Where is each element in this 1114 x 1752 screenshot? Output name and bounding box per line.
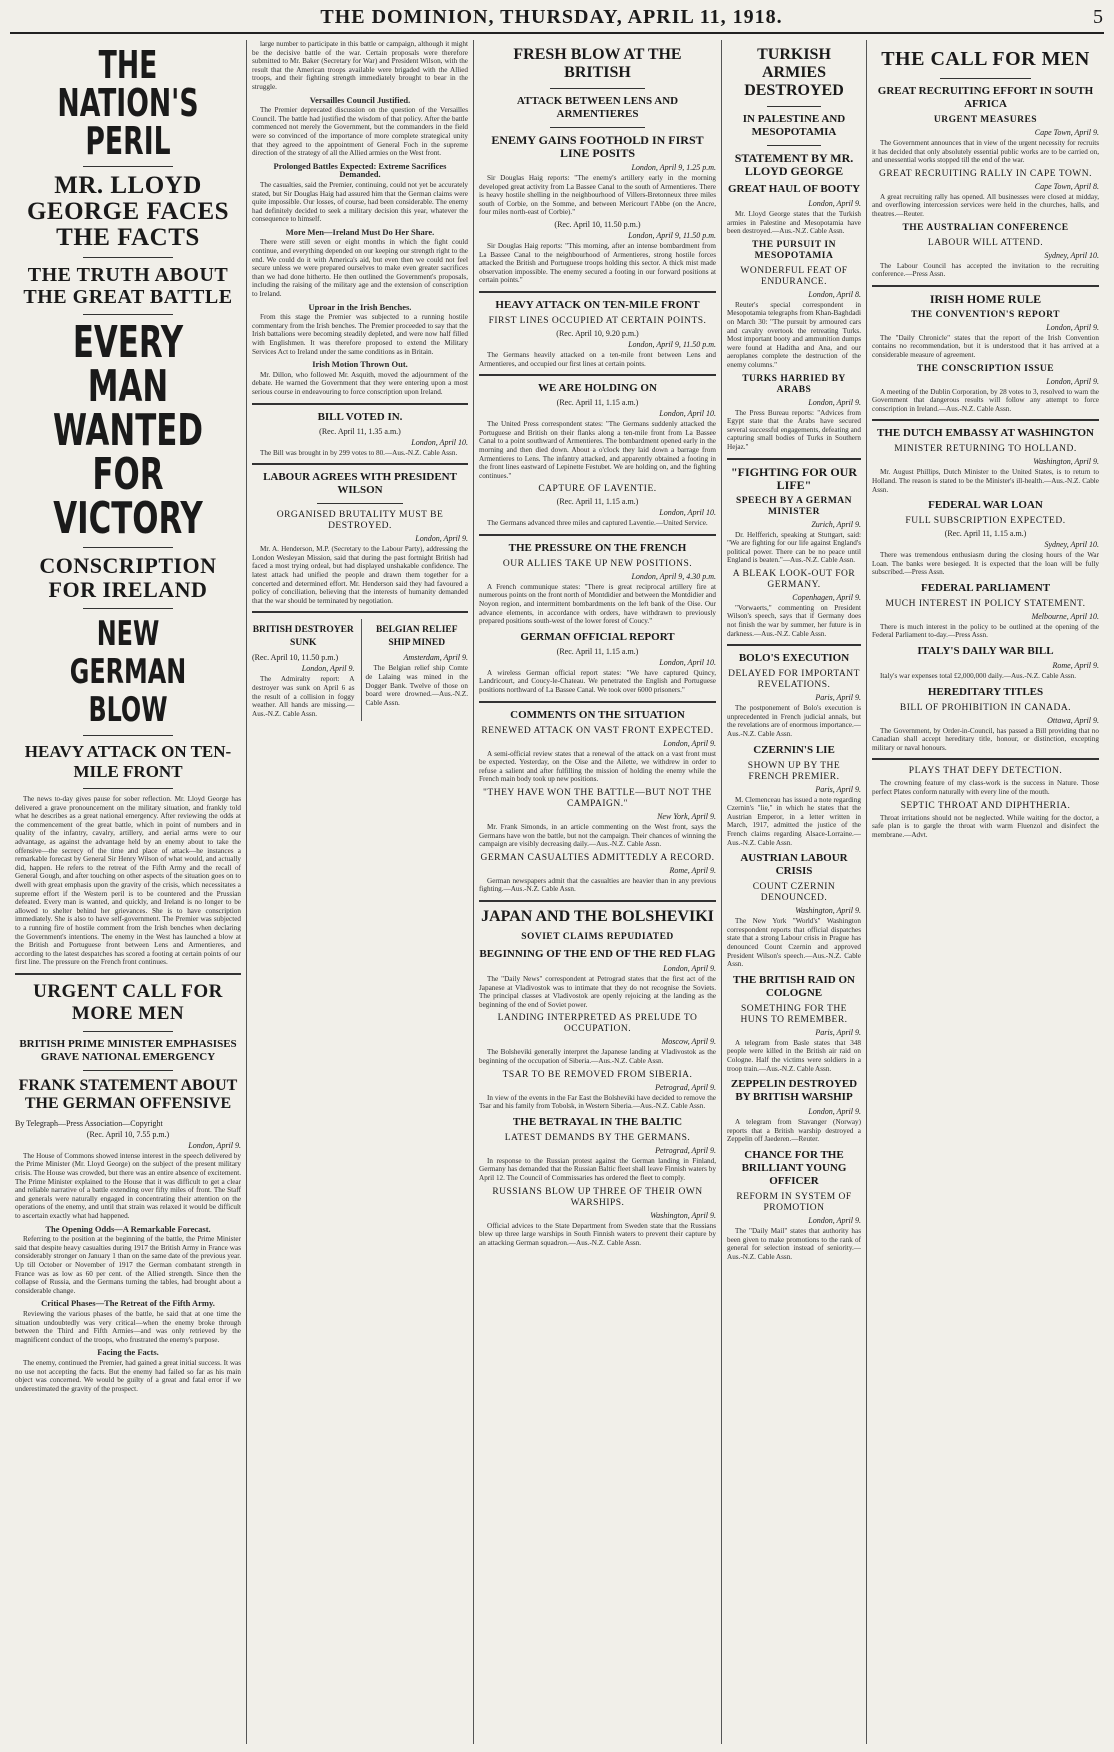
subheading: More Men—Ireland Must Do Her Share.: [285, 226, 435, 237]
article-body: The "Daily Chronicle" states that the report of the Irish Convention contains no recommendation, but it is understood that it has arrived at a considerable measure of agreement.: [872, 333, 1099, 359]
dateline: Ottawa, April 9.: [1047, 715, 1099, 725]
column-4: [721, 40, 866, 1744]
headline-urgent-measures: URGENT MEASURES: [933, 115, 1038, 125]
dateline: London, April 9, 4.30 p.m.: [631, 571, 716, 581]
article-body: Mr. Lloyd George states that the Turkish armies in Palestine and Mesopotamia have been destroyed.—Aus.-N.Z. Cable Assn.: [727, 210, 861, 236]
page-number: 5: [1093, 6, 1104, 28]
article-body: Dr. Helfferich, speaking at Stuttgart, said: "We are fighting for our life against England's political power. There can be no peace until England is beaten."—Aus.-N.Z. Cable Assn.: [727, 530, 861, 565]
dateline: Rome, April 9.: [669, 865, 716, 875]
headline-nations-peril: THE NATION'S PERIL: [57, 43, 199, 163]
headline-heavy-attack: HEAVY ATTACK ON TEN-MILE FRONT: [495, 298, 700, 311]
dateline: London, April 8.: [808, 289, 861, 299]
headline-zeppelin: ZEPPELIN DESTROYED BY BRITISH WARSHIP: [730, 1078, 858, 1104]
column-5: [866, 40, 1104, 1744]
dateline: London, April 9.: [808, 199, 861, 208]
dateline: London, April 9.: [808, 1107, 861, 1117]
dateline: Melbourne, April 10.: [1031, 611, 1099, 621]
headline-conscription-ireland: CONSCRIPTION FOR IRELAND: [39, 553, 217, 602]
dateline: Petrograd, April 9.: [655, 1082, 716, 1092]
headline-minister-returning: MINISTER RETURNING TO HOLLAND.: [894, 444, 1077, 455]
subheading: Versailles Council Justified.: [309, 94, 411, 105]
headline-cologne-raid: THE BRITISH RAID ON COLOGNE: [733, 973, 855, 999]
headline-australian-conference: THE AUSTRALIAN CONFERENCE: [902, 222, 1069, 233]
received-time: (Rec. April 11, 1.15 a.m.): [556, 646, 639, 656]
headline-federal-parliament: FEDERAL PARLIAMENT: [920, 581, 1051, 594]
headline-call-for-men: THE CALL FOR MEN: [881, 48, 1090, 70]
column-2: [246, 40, 473, 1744]
headline-pursuit: THE PURSUIT IN MESOPOTAMIA: [752, 239, 836, 261]
headline-septic-throat: SEPTIC THROAT AND DIPHTHERIA.: [900, 800, 1071, 811]
headline-hereditary-titles: HEREDITARY TITLES: [927, 685, 1044, 698]
received-time: (Rec. April 11, 1.15 a.m.): [556, 398, 639, 408]
headline-remember: SOMETHING FOR THE HUNS TO REMEMBER.: [740, 1003, 848, 1025]
dateline: Paris, April 9.: [815, 784, 861, 794]
headline-german-casualties: GERMAN CASUALTIES ADMITTEDLY A RECORD.: [480, 852, 715, 863]
article-body: Reuter's special correspondent in Mesopotamia telegraphs from Khan-Baghdadi on March 30: "The pursuit by armoured cars and cavalry overtook the retreating Turks. Most important booty and ammunition dumps were found at Haditha and Ana, and our aeroplanes complete the destruction of the enemy columns.": [727, 300, 861, 369]
headline-arabs: TURKS HARRIED BY ARABS: [742, 373, 846, 395]
masthead: [10, 6, 1104, 34]
article-body: A wireless German official report states: "We have captured Quincy, Landricourt, and Coucy-le-Chateau. We penetrated the English and Portuguese positions northward of La Bassee Canal. We took over 6000 prisoners.": [479, 668, 716, 695]
headline-truth-battle: THE TRUTH ABOUT THE GREAT BATTLE: [23, 264, 233, 308]
dateline: Cape Town, April 8.: [1034, 181, 1099, 191]
received-time: (Rec. April 10, 9.20 p.m.): [556, 328, 639, 338]
article-body: Mr. Frank Simonds, in an article commenting on the West front, says the Germans have won the battle, but not the campaign. Their chances of winning the campaign are visibly decreasing daily.—Aus.-N.Z. Cable Assn.: [479, 823, 716, 849]
article-body: A great recruiting rally has opened. All businesses were closed at midday, and overflowing intercession services were held in the churches, halls, and theatres.—Reuter.: [872, 192, 1099, 218]
advertisement: The crowning feature of my class-work is the success in Nature. Those perfect Plates conform naturally with every line of the mouth.: [872, 779, 1099, 797]
headline-frank-statement: FRANK STATEMENT ABOUT THE GERMAN OFFENSIVE: [18, 1076, 238, 1112]
intro-article: The news to-day gives pause for sober reflection. Mr. Lloyd George has delivered a grave pronouncement on the military situation, and frankly told what he describes as a great national emergency. After reviewing the odds at the commencement of the great battle, which in point of numbers and in quality of the infantry, cavalry, artillery, and aerial arms were to our advantage, as against the advantage held by an enemy about to take the offensive—the secrecy of the time and place of attack—he instances a remarkable forecast by General Sir Henry Wilson of what would, and actually did, happen. He refers to the retreat of the Fifth Army and the recall of General Gough, and after touching on other aspects of the situation goes on to dwell with great emphasis upon the gravity of the crisis, which necessitates a supreme effort if the Western peril is to be countered and the Prussian defeated. Every man is wanted, and quickly, and Ireland is no longer to be allowed to shelter behind her grievances. She is to have conscription immediately. She is also to have self-government. The Premier was subjected to a running fire of hostile comment from the Irish benches when declaring the Government's intentions. The enemy in the West has launched a blow at the British and Portuguese front between Lens and Armentieres, and according to the latest despatches has scored a footing at certain points of our first line. The pressure on the French front continues.: [15, 795, 241, 967]
article-body: A telegram from Stavanger (Norway) reports that a British warship destroyed a Zeppelin off Jaederen.—Reuter.: [727, 1118, 861, 1144]
headline-baltic-betrayal: THE BETRAYAL IN THE BALTIC: [512, 1115, 683, 1128]
headline-holding-on: WE ARE HOLDING ON: [538, 382, 657, 395]
article-body: The Germans heavily attacked on a ten-mile front between Lens and Armentieres, and occupied our first lines at certain points.: [479, 350, 716, 368]
headline-statement: STATEMENT BY MR. LLOYD GEORGE: [734, 151, 854, 178]
dateline: Rome, April 9.: [1052, 661, 1099, 671]
headline-policy-statement: MUCH INTEREST IN POLICY STATEMENT.: [885, 598, 1086, 609]
article-body: The United Press correspondent states: "The Germans suddenly attacked the Portuguese and British on their flanks along a ten-mile front from La Bassee Canal to a point southward of Armentieres. The bombardment opened early in the morning and then died down. About a o'clock they laid down a barrage from Armentieres to Lens. The infantry attacked, and apparently obtained a footing in the front lines eastward of Lepinette Festubet. We are holding on, and the fighting continues.": [479, 420, 716, 480]
headline-bleak-lookout: A BLEAK LOOK-OUT FOR GERMANY.: [732, 568, 856, 590]
headline-convention-report: THE CONVENTION'S REPORT: [911, 309, 1060, 320]
dateline: London, April 10.: [659, 409, 716, 419]
article-body: A French communique states: "There is great reciprocal artillery fire at numerous points on the front north of Montdidier and between the Montdidier and Noyon region, and intermittent bombardments on the left bank of the Oise. Our advance elements, in accordance with orders, have withdrawn to previously prepared positions south-west of the lower forest of Coucy.": [479, 582, 716, 626]
headline-russian-warships: RUSSIANS BLOW UP THREE OF THEIR OWN WARSHIPS.: [492, 1186, 703, 1208]
dateline: London, April 9, 11.50 p.m.: [628, 230, 716, 240]
article-body: There is much interest in the policy to be outlined at the opening of the Federal Parliament to-day.—Press Assn.: [872, 622, 1099, 640]
article-body: M. Clemenceau has issued a note regarding Czernin's "lie," in which he states that the Austrian Emperor, in a letter written in March, 1917, admitted the justice of the French claims regarding Alsace-Lorraine.—Aus.-N.Z. Cable Assn.: [727, 795, 861, 847]
dateline: London, April 10.: [659, 508, 716, 518]
article-body: The Bill was brought in by 299 votes to 80.—Aus.-N.Z. Cable Assn.: [260, 448, 458, 457]
dateline: London, April 9.: [663, 738, 716, 748]
dateline: Sydney, April 10.: [1044, 540, 1099, 550]
headline-renewed-attack: RENEWED ATTACK ON VAST FRONT EXPECTED.: [481, 725, 714, 736]
headline-labour-attend: LABOUR WILL ATTEND.: [927, 237, 1044, 248]
article-body: In view of the events in the Far East the Bolsheviki have decided to remove the Tsar and his family from Tobolsk, in Western Siberia.—Aus.-N.Z. Cable Assn.: [479, 1093, 716, 1111]
article-continued: large number to participate in this battle or campaign, although it might be the decisive battle of the war. Certain proposals were therefore submitted to Mr. Baker (Secretary for War) and President Wilson, with the result that the American troops available were brigaded with the Allied troops, and their fighting strength immediately brought to bear in the struggle. Versailles Council Justified. The Premier deprecated discussion on the question of the Versailles Council. The battle had justified the wisdom of that policy. After the battle commenced not merely the Government, but the commanders in the field were so convinced of the importance of more complete strategical unity that they agreed to the appointment of General Foch in the supreme direction of the strategy of all the Allied armies on the West front. Prolonged Battles Expected: Extreme Sacrifices Demanded. The casualties, said the Premier, continuing, could not yet be accurately stated, but Sir Douglas Haig had assured him that the German claims were quite impossible. Our losses, of course, had been considerable. The enemy had definitely decided to seek a military decision this year, whatever the consequence to himself. More Men—Ireland Must Do Her Share. There were still seven or eight months in which the fight could continue, and everything depended on our keeping our strength right to the end. We could do it with America's aid, but even then we could not feel secure unless we were prepared ourselves to make even greater sacrifices than we had done hitherto. He then outlined the Government's proposals, including the raising of the military age and the extension of conscription to Ireland. Uproar in the Irish Benches. From this stage the Premier was subjected to a running hostile commentary from the Irish benches. The Premier proceeded to say that the Irish battalions were becoming steadily depleted, and were now half filled with Englishmen. It was therefore proposed to extend the Military Services Act to Ireland under the same conditions as in Britain. Irish Motion Thrown Out. Mr. Dillon, who followed Mr. Asquith, moved the adjournment of the debate. He warned the Government that they were entering upon a most serious course in endeavouring to force conscription upon Ireland.: [252, 40, 468, 396]
subheading: Irish Motion Thrown Out.: [312, 359, 408, 370]
article-body: Mr. A. Henderson, M.P. (Secretary to the Labour Party), addressing the London Wesleyan Mission, said that during the past fortnight British had faced a most trying ordeal, but had displayed unshakable confidence. The latest attack had unified the people and drawn them together for a concerted and determined effort. Mr. Henderson said they had favoured a policy of conciliation, believing that the interests of humanity demanded that the war should be terminated by negotiation.: [252, 545, 468, 605]
received-time: (Rec. April 10, 11.50 p.m.): [554, 219, 641, 229]
headline-new-german-blow: NEW GERMAN BLOW: [69, 614, 187, 730]
headline-czernin: CZERNIN'S LIE: [753, 743, 835, 756]
article-body: The Government, by Order-in-Council, has passed a Bill providing that no Canadian shall accept hereditary title, honour, or distinction, excepting military or naval honours.: [872, 726, 1099, 752]
article-body: Sir Douglas Haig reports: "This morning, after an intense bombardment from La Bassee Canal to the neighbourhood of Armentieres, strong hostile forces attacked the British and Portuguese troops holding this sector. A thick mist made observation impossible. The enemy secured a footing in our forward positions at certain points.": [479, 241, 716, 285]
article-body: A semi-official review states that a renewal of the attack on a vast front must be expected. Yesterday, on the Oise and the Ailette, we withdrew in order to refuse a salient and after fulfilling the mission of holding the enemy while the French main body took up new positions.: [479, 749, 716, 784]
dateline: London, April 9.: [1046, 376, 1099, 386]
headline-landing-prelude: LANDING INTERPRETED AS PRELUDE TO OCCUPATION.: [497, 1013, 698, 1035]
dateline: London, April 9.: [808, 1215, 861, 1225]
received-time: (Rec. April 10, 7.55 p.m.): [86, 1129, 170, 1139]
headline-comments: COMMENTS ON THE SITUATION: [510, 708, 685, 721]
article-body: Mr. August Phillips, Dutch Minister to the United States, is to return to Holland. The reason is stated to be the Minister's ill-health.—Aus.-N.Z. Cable Assn.: [872, 468, 1099, 494]
headline-full-subscription: FULL SUBSCRIPTION EXPECTED.: [905, 516, 1066, 527]
article-body: The Press Bureau reports: "Advices from Egypt state that the Arabs have secured several successful engagements, defeating and capturing small bodies of Turks in Southern Hejaz.": [727, 408, 861, 451]
headline-japan-bolsheviki: JAPAN AND THE BOLSHEVIKI: [481, 907, 714, 925]
dateline: London, April 9.: [301, 664, 355, 674]
headline-labour-wilson: LABOUR AGREES WITH PRESIDENT WILSON: [263, 471, 457, 497]
headline-bolo: BOLO'S EXECUTION: [738, 652, 850, 665]
article-body: The Germans advanced three miles and captured Laventie.—United Service.: [487, 519, 708, 528]
dateline: Zurich, April 9.: [811, 519, 861, 529]
headline-palestine: IN PALESTINE AND MESOPOTAMIA: [742, 113, 846, 138]
headline-south-africa: GREAT RECRUITING EFFORT IN SOUTH AFRICA: [877, 85, 1094, 110]
subheading: Facing the Facts.: [97, 1347, 159, 1358]
article-body: The postponement of Bolo's execution is unprecedented in French judicial annals, but the revelations are of enormous importance.—Aus.-N.Z. Cable Assn.: [727, 704, 861, 739]
headline-pressure-french: THE PRESSURE ON THE FRENCH: [508, 541, 687, 554]
article-body: The "Daily Mail" states that authority has been given to make promotions to the rank of general for selection instead of seniority.—Aus.-N.Z. Cable Assn.: [727, 1226, 861, 1261]
article-body: "Vorwaerts," commenting on President Wilson's speech, says that if Germany does not finish the war by summer, her future is in darkness.—Aus.-N.Z. Cable Assn.: [727, 603, 861, 638]
column-3: [473, 40, 721, 1744]
article-body: The Bolsheviki generally interpret the Japanese landing at Vladivostok as the beginning of the occupation of Siberia.—Aus.-N.Z. Cable Assn.: [479, 1048, 716, 1065]
article-body: The Belgian relief ship Comte de Lalaing was mined in the Dogger Bank. Twelve of those on board were drowned.—Aus.-N.Z. Cable Assn.: [365, 664, 468, 707]
article-body: The Labour Council has accepted the invitation to the recruiting conference.—Press Assn.: [872, 261, 1099, 279]
dateline: London, April 9.: [188, 1140, 241, 1150]
article-body: The House of Commons showed intense interest in the speech delivered by the Prime Minister (Mr. Lloyd George) on the subject of the present military crisis. The House was crowded, but there was an entire absence of excitement. The Prime Minister explained to the House that it was difficult to get a clear and reliable narrative of a battle extending over fifty miles of front. The Staff and generals were naturally engaged in concentrating their attention on the operations of the enemy, and until that strain was relaxed it would be difficult to ascertain exactly what had happened. The Opening Odds—A Remarkable Forecast. Referring to the position at the beginning of the battle, the Prime Minister said that despite heavy casualties during 1917 the British Army in France was considerably stronger on January 1 than on the same date of the previous year. Up till October or November of 1917 the German combatant strength in France was as low as 60 per cent. of the Allied strength. Since then the collapse of Russia, and the Germans turning the tables, had brought about a considerable change. Critical Phases—The Retreat of the Fifth Army. Reviewing the various phases of the battle, he said that at one time the situation undoubtedly was very critical—when the enemy broke through between the Third and Fifth Armies—and was only retrieved by the magnificent conduct of the troops, who frustrated the enemy's purpose. Facing the Facts. The enemy, continued the Premier, had gained a great initial success. It was no use not accepting the facts. But the enemy had failed so far as his main object was concerned. We would be guilty of a great and fatal error if we underestimated the gravity of the prospect.: [15, 1151, 241, 1393]
headline-lens-armentieres: ATTACK BETWEEN LENS AND ARMENTIERES: [516, 95, 679, 120]
headline-new-positions: OUR ALLIES TAKE UP NEW POSITIONS.: [502, 558, 693, 569]
headline-german-minister: SPEECH BY A GERMAN MINISTER: [735, 495, 853, 517]
received-time: (Rec. April 11, 1.35 a.m.): [319, 426, 401, 436]
headline-won-battle: "THEY HAVE WON THE BATTLE—BUT NOT THE CAMPAIGN.": [483, 788, 712, 809]
headline-foothold: ENEMY GAINS FOOTHOLD IN FIRST LINE POSITS: [491, 133, 704, 160]
headline-young-officer: CHANCE FOR THE BRILLIANT YOUNG OFFICER: [741, 1148, 847, 1187]
article-body: The New York "World's" Washington correspondent reports that official dispatches state that a strong Labour crisis in Prague has denounced Count Czernin and approved President Wilson's speech.—Aus.-N.Z. Cable Assn.: [727, 917, 861, 969]
headline-revelations: DELAYED FOR IMPORTANT REVELATIONS.: [728, 669, 860, 691]
headline-czernin-denounced: COUNT CZERNIN DENOUNCED.: [752, 882, 836, 904]
dateline: Amsterdam, April 9.: [403, 653, 468, 663]
headline-destroyer-sunk: BRITISH DESTROYER SUNK: [252, 625, 354, 649]
headline-irish-home-rule: IRISH HOME RULE: [929, 291, 1042, 306]
dateline: New York, April 9.: [657, 812, 716, 821]
article-body: The "Daily News" correspondent at Petrograd states that the first act of the Japanese at Vladivostok was to intimate that they do not recognise the Soviets. The principal classes at Vladivostok are openly rejoicing at the landing as the beginning of the end of Soviet power.: [479, 974, 716, 1009]
article-body: The Government announces that in view of the urgent necessity for recruits it has decided that only absolutely essential public works are to be carried on, and unessential works stopped till the end of the war.: [872, 139, 1099, 165]
bottom-split: [252, 619, 468, 721]
headline-bill-voted: BILL VOTED IN.: [317, 410, 403, 423]
article-body: There was tremendous enthusiasm during the closing hours of the War Loan. The banks were besieged. It is expected that the loan will be fully subscribed.—Press Assn.: [872, 551, 1099, 577]
byline: By Telegraph—Press Association—Copyright: [15, 1118, 163, 1128]
dateline: Moscow, April 9.: [661, 1037, 716, 1047]
headline-soviet-claims: SOVIET CLAIMS REPUDIATED: [521, 931, 674, 942]
headline-plates: PLAYS THAT DEFY DETECTION.: [908, 766, 1063, 777]
subheading: Prolonged Battles Expected: Extreme Sacrifices Demanded.: [273, 160, 447, 180]
headline-every-man: EVERY MAN WANTED FOR VICTORY: [52, 317, 204, 544]
headline-lloyd-george: MR. LLOYD GEORGE FACES THE FACTS: [26, 172, 230, 251]
article-body: German newspapers admit that the casualties are heavier than in any previous fighting.—Aus.-N.Z. Cable Assn.: [479, 876, 716, 894]
dateline: Paris, April 9.: [815, 1027, 861, 1037]
headline-fighting-life: "FIGHTING FOR OUR LIFE": [731, 464, 857, 492]
headline-booty: GREAT HAUL OF BOOTY: [727, 183, 861, 195]
dateline: London, April 10.: [659, 657, 716, 667]
headline-red-flag: BEGINNING OF THE END OF THE RED FLAG: [479, 947, 716, 960]
article-body: A meeting of the Dublin Corporation, by 28 votes to 3, resolved to warn the Government that dangerous results will follow any attempt to force conscription in Ireland.—Aus.-N.Z. Cable Assn.: [872, 387, 1099, 413]
dateline: Washington, April 9.: [1033, 457, 1099, 467]
dateline: London, April 10.: [411, 437, 468, 447]
article-body: A telegram from Basle states that 348 people were killed in the British air raid on Cologne. Half the victims were soldiers in a troop train.—Aus.-N.Z. Cable Assn.: [727, 1038, 861, 1073]
headline-french-premier: SHOWN UP BY THE FRENCH PREMIER.: [747, 760, 841, 782]
newspaper-title: THE DOMINION, THURSDAY, APRIL 11, 1918.: [320, 6, 783, 28]
received-time: (Rec. April 11, 1.15 a.m.): [556, 497, 639, 507]
headline-austrian-labour: AUSTRIAN LABOUR CRISIS: [740, 852, 848, 878]
subheading: Uproar in the Irish Benches.: [308, 301, 412, 312]
headline-turkish-armies: TURKISH ARMIES DESTROYED: [744, 46, 844, 99]
subheading: Critical Phases—The Retreat of the Fifth Army.: [41, 1298, 215, 1309]
dateline: London, April 9, 1.25 p.m.: [631, 163, 716, 172]
headline-federal-war-loan: FEDERAL WAR LOAN: [928, 499, 1043, 512]
headline-laventie: CAPTURE OF LAVENTIE.: [538, 484, 657, 495]
article-body: In response to the Russian protest against the German landing in Finland, Germany has demanded that the Russian Baltic fleet shall leave Finnish waters by April 12. The Council of Commissaries has ordered the fleet to comply.: [479, 1156, 716, 1182]
headline-promotion: REFORM IN SYSTEM OF PROMOTION: [736, 1191, 852, 1213]
dateline: Washington, April 9.: [650, 1210, 716, 1220]
dateline: London, April 9.: [1046, 322, 1099, 332]
advertisement: Throat irritations should not be neglected. While waiting for the doctor, a safe plan is to gargle the throat with warm Fluenzol and disinfect the membrane.—Advt.: [872, 813, 1099, 839]
article-body: Official advices to the State Department from Sweden state that the Russians blew up three large warships in South Finnish waters to prevent their capture by an attacking German squadron.—Aus.-N.Z. Cable Assn.: [479, 1221, 716, 1247]
column-1: [10, 40, 246, 1744]
dateline: Washington, April 9.: [795, 906, 861, 916]
article-body: The Admiralty report: A destroyer was sunk on April 6 as the result of a collision in foggy weather. All hands are missing.—Aus.-N.Z. Cable Assn.: [252, 675, 355, 718]
headline-italy-war-bill: ITALY'S DAILY WAR BILL: [917, 645, 1054, 658]
headline-grave-emergency: BRITISH PRIME MINISTER EMPHASISES GRAVE NATIONAL EMERGENCY: [19, 1037, 237, 1063]
dateline: Cape Town, April 9.: [1034, 128, 1099, 137]
received-time: (Rec. April 10, 11.50 p.m.): [252, 653, 339, 663]
article-body: Sir Douglas Haig reports: "The enemy's artillery early in the morning developed great activity from La Bassee Canal to the south of Armentieres. There is heavy hostile shelling in the neighbourhood of Villers-Bretonneux three miles south of Corbie, on the Somme, and between Mericourt l'Abbe (on the Ancre, four miles north-east of Corbie).": [479, 174, 716, 217]
article-body: Italy's war expenses total £2,000,000 daily.—Aus.-N.Z. Cable Assn.: [880, 672, 1077, 681]
headline-ten-mile-front: HEAVY ATTACK ON TEN-MILE FRONT: [24, 742, 232, 781]
dateline: London, April 9.: [415, 534, 468, 544]
dateline: London, April 9, 11.50 p.m.: [628, 339, 716, 349]
headline-urgent-call: URGENT CALL FOR MORE MEN: [33, 980, 223, 1024]
dateline: Petrograd, April 9.: [655, 1145, 716, 1155]
dateline: Sydney, April 10.: [1044, 250, 1099, 260]
headline-belgian-relief: BELGIAN RELIEF SHIP MINED: [375, 625, 458, 649]
dateline: Paris, April 9.: [815, 693, 861, 703]
subheading: The Opening Odds—A Remarkable Forecast.: [45, 1223, 211, 1234]
dateline: Copenhagen, April 9.: [792, 592, 861, 602]
headline-first-lines: FIRST LINES OCCUPIED AT CERTAIN POINTS.: [488, 315, 707, 326]
headline-latest-demands: LATEST DEMANDS BY THE GERMANS.: [504, 1132, 691, 1143]
headline-endurance: WONDERFUL FEAT OF ENDURANCE.: [740, 265, 848, 287]
headline-prohibition-canada: BILL OF PROHIBITION IN CANADA.: [899, 702, 1072, 713]
received-time: (Rec. April 11, 1.15 a.m.): [944, 529, 1027, 539]
headline-conscription-issue: THE CONSCRIPTION ISSUE: [916, 363, 1055, 374]
headline-tsar-removed: TSAR TO BE REMOVED FROM SIBERIA.: [502, 1069, 693, 1080]
dateline: London, April 9.: [808, 397, 861, 407]
headline-german-official: GERMAN OFFICIAL REPORT: [520, 630, 675, 643]
headline-dutch-embassy: THE DUTCH EMBASSY AT WASHINGTON: [876, 427, 1094, 440]
headline-recruiting-rally: GREAT RECRUITING RALLY IN CAPE TOWN.: [878, 168, 1093, 179]
dateline: London, April 9.: [663, 963, 716, 973]
headline-fresh-blow: FRESH BLOW AT THE BRITISH: [513, 46, 682, 81]
headline-organised-brutality: ORGANISED BRUTALITY MUST BE DESTROYED.: [276, 510, 444, 532]
